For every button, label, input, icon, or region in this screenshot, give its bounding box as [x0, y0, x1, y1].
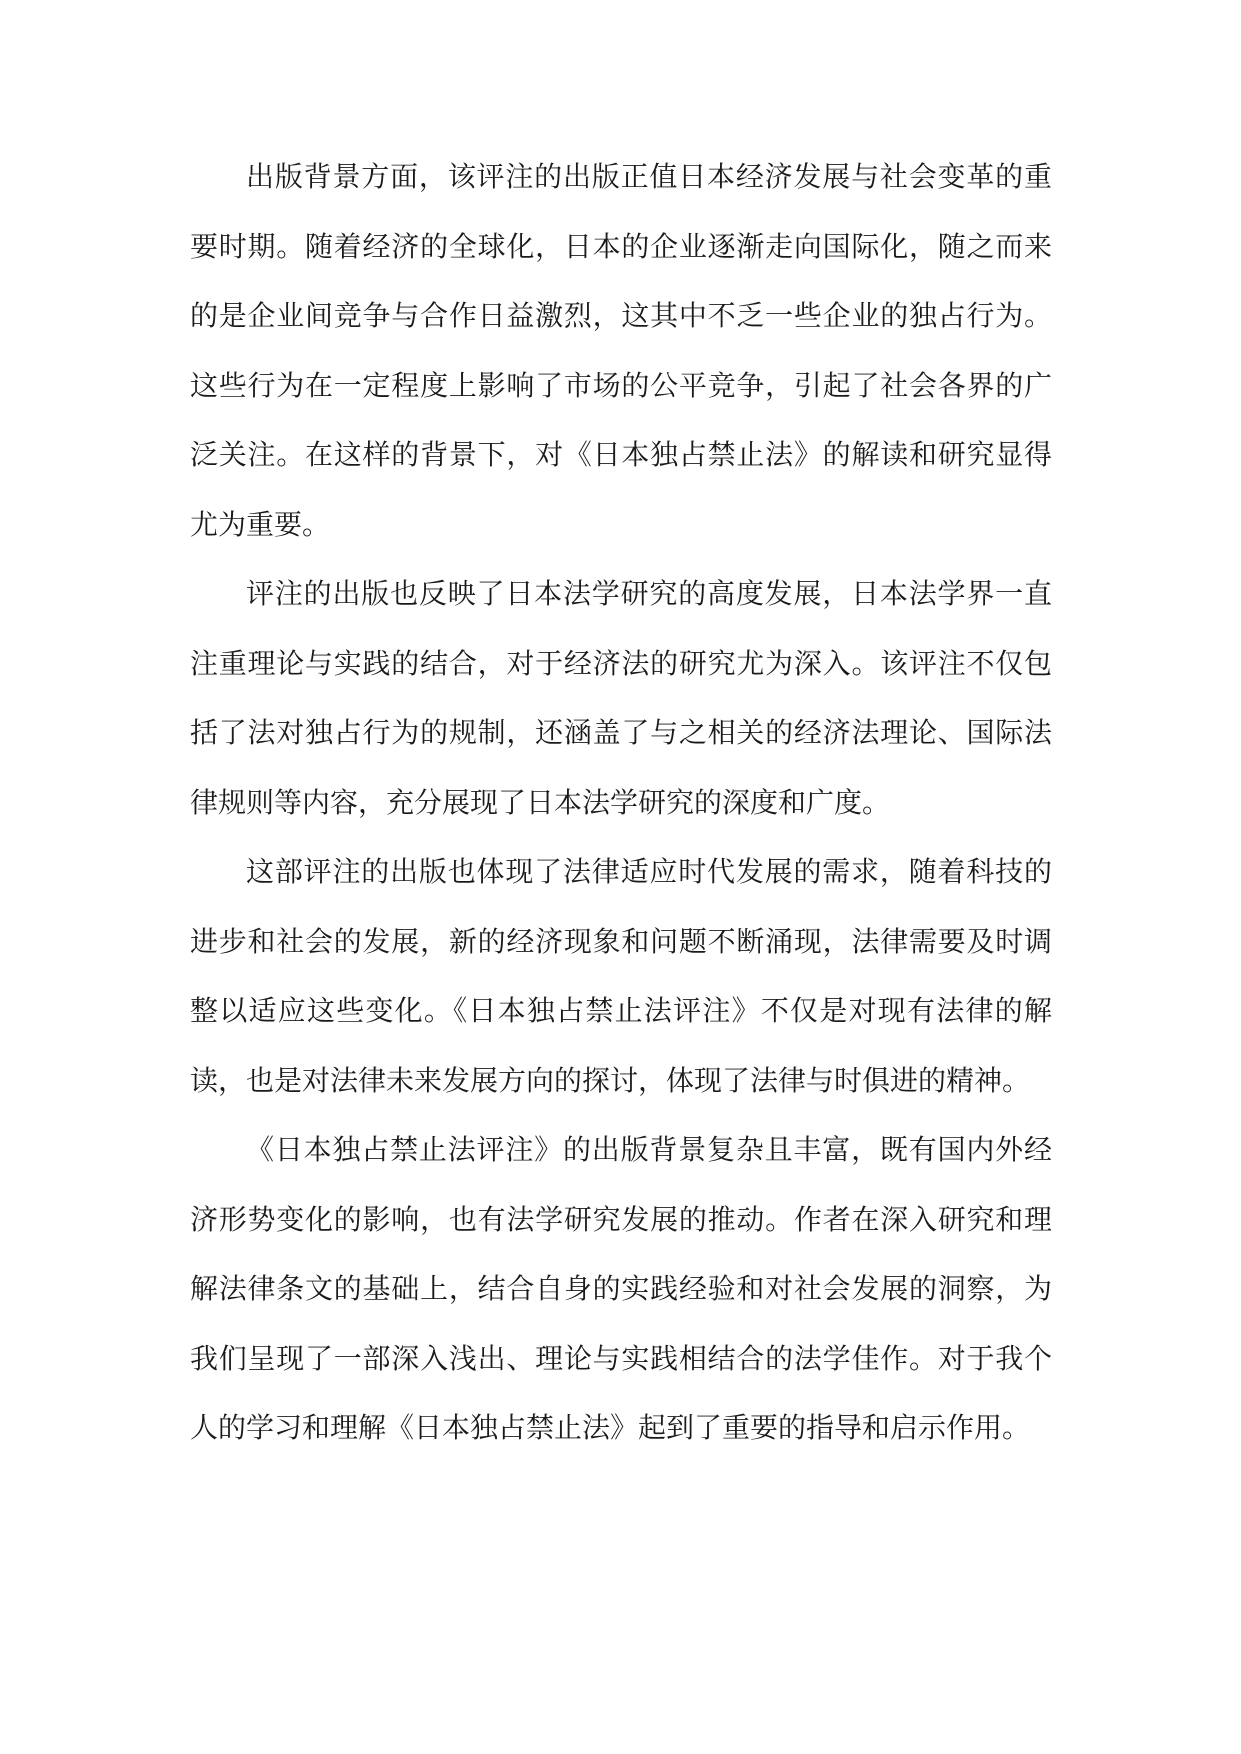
body-text: [190, 142, 1052, 1463]
paragraph-publication-background: 出版背景方面，该评注的出版正值日本经济发展与社会变革的重要时期。随着经济的全球化，日本的企业逐渐走向国际化，随之而来的是企业间竞争与合作日益激烈，这其中不乏一些企业的独占行为。这些行为在一定程度上影响了市场的公平竞争，引起了社会各界的广泛关注。在这样的背景下，对《日本独占禁止法》的解读和研究显得尤为重要。: [190, 160, 1052, 541]
paragraph-legal-research: 评注的出版也反映了日本法学研究的高度发展，日本法学界一直注重理论与实践的结合，对于经济法的研究尤为深入。该评注不仅包括了法对独占行为的规制，还涵盖了与之相关的经济法理论、国际法律规则等内容，充分展现了日本法学研究的深度和广度。: [190, 577, 1052, 819]
paragraph-conclusion: 《日本独占禁止法评注》的出版背景复杂且丰富，既有国内外经济形势变化的影响，也有法学研究发展的推动。作者在深入研究和理解法律条文的基础上，结合自身的实践经验和对社会发展的洞察，为我们呈现了一部深入浅出、理论与实践相结合的法学佳作。对于我个人的学习和理解《日本独占禁止法》起到了重要的指导和启示作用。: [190, 1133, 1052, 1444]
paragraph-law-adaptation: 这部评注的出版也体现了法律适应时代发展的需求，随着科技的进步和社会的发展，新的经济现象和问题不断涌现，法律需要及时调整以适应这些变化。《日本独占禁止法评注》不仅是对现有法律的解读，也是对法律未来发展方向的探讨，体现了法律与时俱进的精神。: [190, 855, 1052, 1097]
